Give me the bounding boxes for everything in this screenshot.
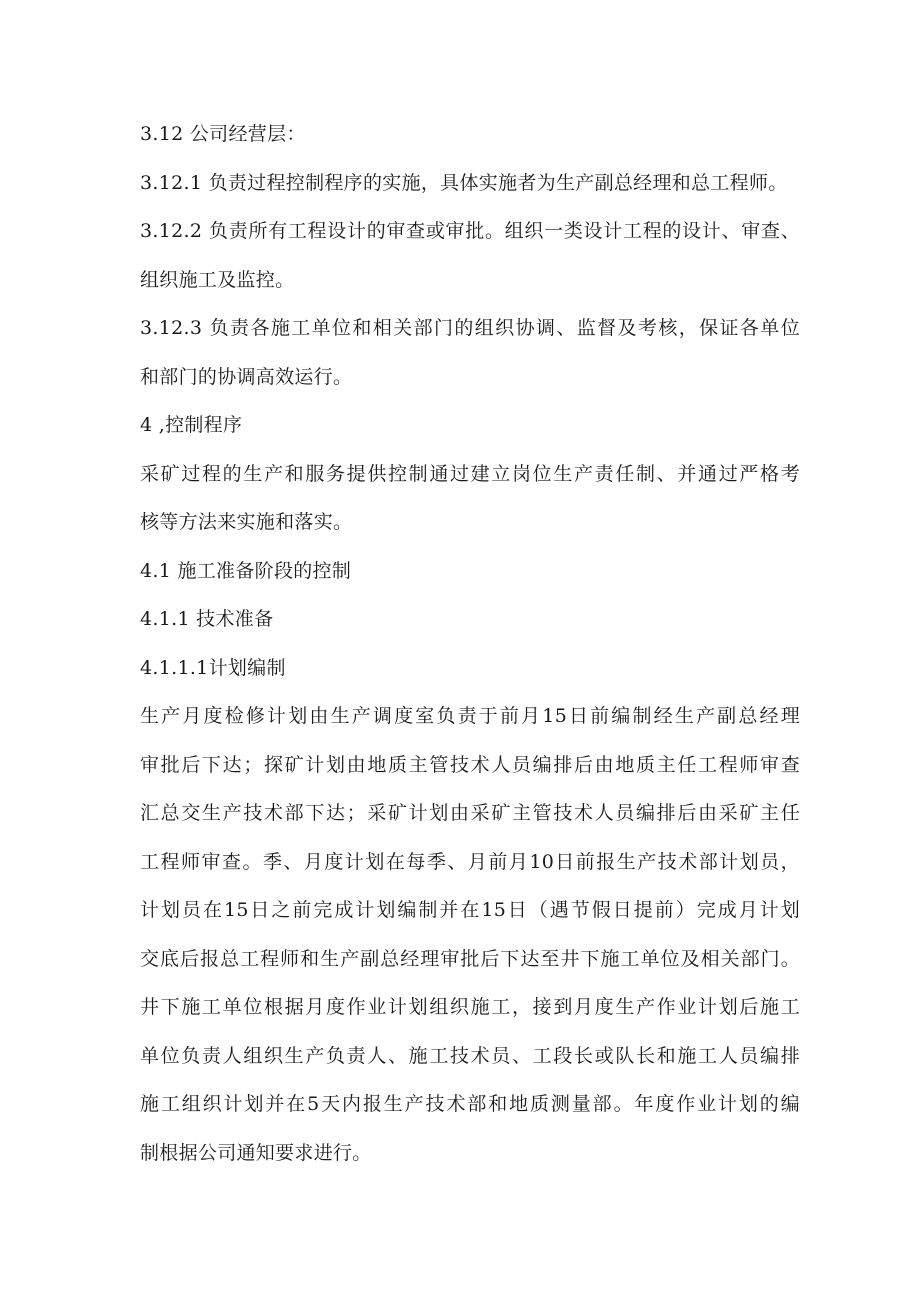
section-heading-4-1-1-1: 4.1.1.1计划编制 <box>140 656 286 679</box>
paragraph-line: 井下施工单位根据月度作业计划组织施工，接到月度生产作业计划后施工 <box>140 996 800 1018</box>
paragraph-line: 3.12.2 负责所有工程设计的审查或审批。组织一类设计工程的设计、审查、 <box>140 220 800 242</box>
paragraph-line: 交底后报总工程师和生产副总经理审批后下达至井下施工单位及相关部门。 <box>140 947 800 970</box>
paragraph-line: 核等方法来实施和落实。 <box>140 511 353 533</box>
paragraph-line: 汇总交生产技术部下达；采矿计划由采矿主管技术人员编排后由采矿主任 <box>140 802 800 824</box>
paragraph-line: 3.12.3 负责各施工单位和相关部门的组织协调、监督及考核，保证各单位 <box>140 317 800 339</box>
section-heading-4-1: 4.1 施工准备阶段的控制 <box>140 559 352 582</box>
paragraph-line: 生产月度检修计划由生产调度室负责于前月15日前编制经生产副总经理 <box>140 705 800 727</box>
paragraph-line: 审批后下达；探矿计划由地质主管技术人员编排后由地质主任工程师审查 <box>140 753 800 776</box>
section-heading-4-1-1: 4.1.1 技术准备 <box>140 608 274 630</box>
paragraph-line: 和部门的协调高效运行。 <box>140 365 353 388</box>
paragraph-line: 制根据公司通知要求进行。 <box>140 1141 372 1164</box>
section-heading-4: 4 ,控制程序 <box>140 414 243 436</box>
document-body <box>140 110 800 1177</box>
paragraph-line: 3.12.1 负责过程控制程序的实施，具体实施者为生产副总经理和总工程师。 <box>140 171 788 194</box>
paragraph-line: 组织施工及监控。 <box>140 268 295 291</box>
paragraph-line: 施工组织计划并在5天内报生产技术部和地质测量部。年度作业计划的编 <box>140 1093 800 1115</box>
paragraph-line: 计划员在15日之前完成计划编制并在15日（遇节假日提前）完成月计划 <box>140 899 800 921</box>
section-heading-3-12: 3.12 公司经营层： <box>140 123 306 145</box>
paragraph-line: 工程师审查。季、月度计划在每季、月前月10日前报生产技术部计划员， <box>140 850 800 873</box>
paragraph-line: 单位负责人组织生产负责人、施工技术员、工段长或队长和施工人员编排 <box>140 1044 800 1067</box>
paragraph-line: 采矿过程的生产和服务提供控制通过建立岗位生产责任制、并通过严格考 <box>140 462 800 485</box>
